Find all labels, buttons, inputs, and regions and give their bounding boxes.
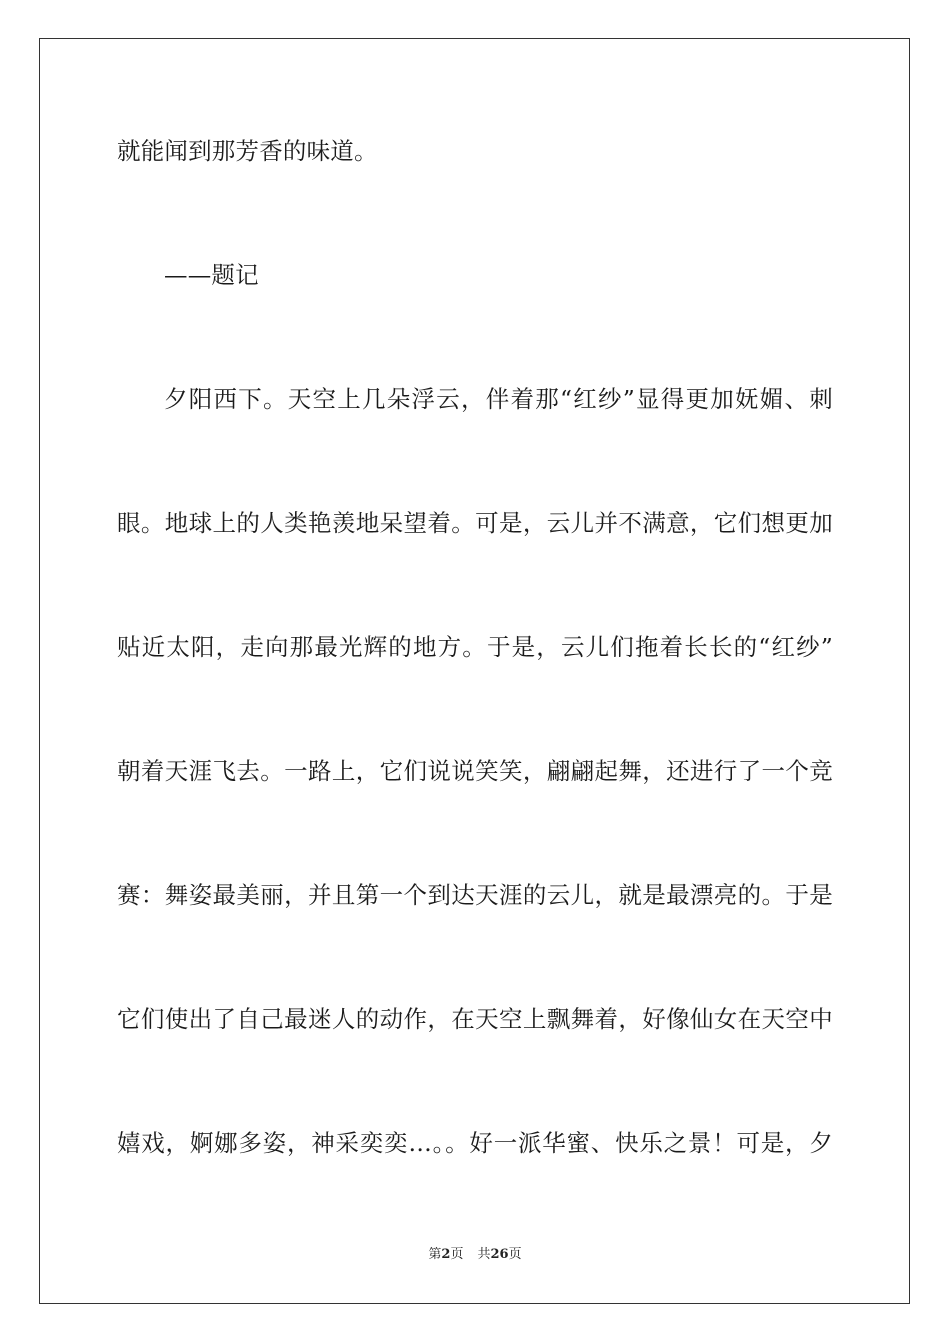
page-number: 第2页 bbox=[428, 1247, 464, 1262]
body-text-line: 贴近太阳，走向那最光辉的地方。于是，云儿们拖着长长的“红纱” bbox=[117, 633, 833, 661]
page-border bbox=[39, 38, 910, 1304]
body-text-line: 赛：舞姿最美丽，并且第一个到达天涯的云儿，就是最漂亮的。于是 bbox=[117, 881, 833, 909]
body-text-line: 它们使出了自己最迷人的动作，在天空上飘舞着，好像仙女在天空中 bbox=[117, 1005, 833, 1033]
page-footer bbox=[0, 1246, 950, 1264]
epigraph-attribution: ——题记 bbox=[164, 261, 259, 289]
body-text-line: 夕阳西下。天空上几朵浮云，伴着那“红纱”显得更加妩媚、刺 bbox=[164, 385, 833, 413]
body-text-line: 就能闻到那芳香的味道。 bbox=[117, 137, 378, 165]
body-text-line: 眼。地球上的人类艳羡地呆望着。可是，云儿并不满意，它们想更加 bbox=[117, 509, 833, 537]
body-text-line: 朝着天涯飞去。一路上，它们说说笑笑，翩翩起舞，还进行了一个竞 bbox=[117, 757, 833, 785]
body-text-line: 嬉戏，婀娜多姿，神采奕奕…。。好一派华蜜、快乐之景！可是，夕 bbox=[117, 1129, 833, 1157]
page-total: 共26页 bbox=[477, 1247, 522, 1262]
